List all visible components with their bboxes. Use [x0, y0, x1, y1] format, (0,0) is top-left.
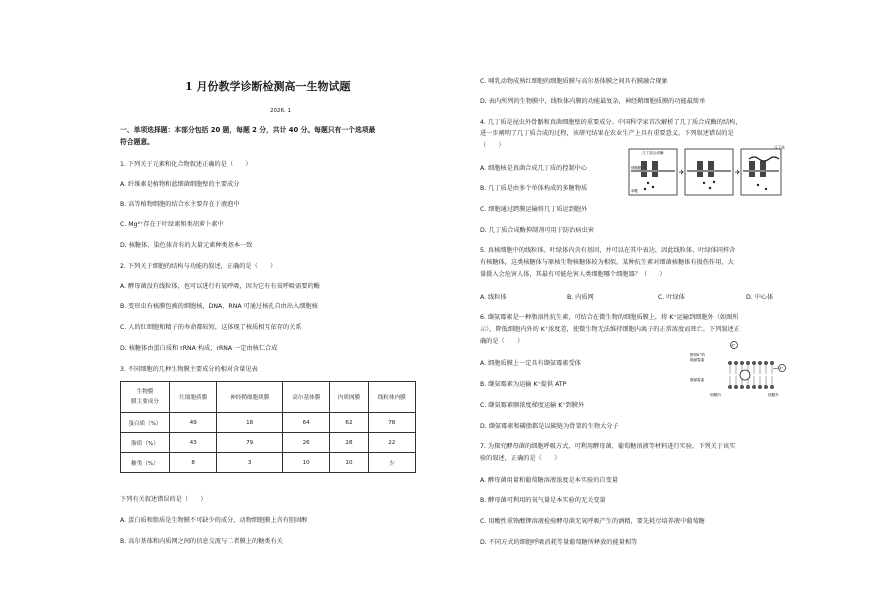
- q2-option-d: D. 核糖体由蛋白质和 rRNA 构成，rRNA 一定由核仁合成: [120, 345, 278, 352]
- q4-option-b: B. 几丁质是由多个单体构成的多糖物质: [480, 185, 588, 192]
- q5-option-c: C. 叶绿体: [658, 294, 685, 301]
- fig-label-valinomycin: 缬氨霉素: [690, 378, 705, 382]
- table-cell: 少: [368, 453, 415, 473]
- q2-option-a: A. 酵母菌没有线粒体，也可以进行有氧呼吸，因为它有有氧呼吸需要的酶: [120, 283, 320, 290]
- fig-label-enzyme: 几丁质合成酶: [642, 151, 664, 155]
- lipid-bilayer: [728, 361, 774, 389]
- table-cell: 10: [330, 453, 368, 473]
- table-column-header: 高尔基体膜: [283, 382, 330, 413]
- q6-option-b: B. 缬氨霉素为运输 K⁺提供 ATP: [480, 381, 567, 388]
- table-cell: 79: [217, 433, 283, 453]
- table-row: [121, 433, 416, 453]
- fig-label-outside: 细胞外: [768, 393, 779, 397]
- arrow-icon: [679, 170, 683, 174]
- fig-k-label: K⁺: [731, 343, 736, 348]
- table-row: [121, 453, 416, 473]
- q1-option-b: B. 高等植物细胞的结合水主要存在于液泡中: [120, 201, 240, 208]
- table-column-header: 红细胞质膜: [170, 382, 217, 413]
- corner-label-2: 膜主要成分: [131, 399, 159, 405]
- table-cell: 8: [170, 453, 217, 473]
- q4-stem-line3: （ ）: [480, 142, 505, 149]
- q5-option-b: B. 内质网: [567, 294, 594, 301]
- q3-stem: 3. 不同细胞的几种生物膜主要成分的相对含量见表: [120, 366, 258, 373]
- lipid-tails: [730, 365, 772, 385]
- membrane-composition-table: [120, 381, 416, 473]
- q3-after-table: 下列有关叙述错误的是（ ）: [120, 496, 207, 503]
- fig-k-label: K⁺: [779, 366, 784, 371]
- q7-option-a: A. 酵母菌用量和葡萄糖溶液浓度是本实验的自变量: [480, 477, 618, 484]
- q3-option-a: A. 蛋白质和脂质是生物膜不可缺少的成分，动物细胞膜上含有胆固醇: [120, 517, 308, 524]
- q1-stem: 1. 下列关于元素和化合物叙述正确的是（ ）: [120, 161, 252, 168]
- q6-option-a: A. 细胞质膜上一定具有缬氨霉素受体: [480, 360, 581, 367]
- table-row: [121, 413, 416, 433]
- row-label: 脂质（%）: [121, 433, 170, 453]
- fig-label-carrier: 缬氨霉素: [690, 358, 705, 362]
- q1-option-c: C. Mg²⁺存在于叶绿素和类胡萝卜素中: [120, 221, 224, 228]
- q4-option-c: C. 细胞通过跨膜运输将几丁质运到胞外: [480, 206, 588, 213]
- q7-option-d: D. 不同方式的细胞呼吸消耗等量葡萄糖所释放的能量相等: [480, 539, 638, 546]
- exam-title: 1 月份教学诊断检测高一生物试题: [185, 80, 351, 93]
- q5-stem-line2: 有核糖体，这类核糖体与原核生物核糖体较为相似。某种抗生素对细菌核糖体有损伤作用，大: [480, 259, 734, 266]
- fig-label-chitin: 几丁质: [774, 145, 785, 150]
- table-cell: 18: [217, 413, 283, 433]
- table-cell: 64: [283, 413, 330, 433]
- q4-option-a: A. 细胞核是真菌合成几丁质的控制中心: [480, 165, 588, 172]
- table-corner-cell: [121, 382, 170, 413]
- q3-option-c: C. 哺乳动物成熟红细胞的细胞质膜与高尔基体膜之间具有膜融合现象: [480, 78, 668, 85]
- table-cell: 28: [330, 433, 368, 453]
- q6-stem-line1: 6. 缬氨霉素是一种脂溶性抗生素，可结合在微生物的细胞质膜上，将 K⁺运输到细胞外（如图所: [480, 314, 739, 321]
- q7-option-c: C. 用酸性重铬酸钾溶液检验酵母菌无氧呼吸产生的酒精，要先耗尽培养液中葡萄糖: [480, 518, 705, 525]
- table-column-header: 神经鞘细胞质膜: [217, 382, 283, 413]
- q2-stem: 2. 下列关于细胞的结构与功能的叙述，正确的是（ ）: [120, 263, 277, 270]
- exam-date: 2026. 1: [270, 108, 291, 114]
- valinomycin-figure: [690, 335, 790, 403]
- q3-option-d: D. 表内所列的生物膜中，线粒体内膜的功能最复杂，神经鞘细胞质膜的功能最简单: [480, 98, 706, 105]
- q4-stem-line2: 进一步阐明了几丁质合成的过程，该研究结果在农业生产上具有重要意义。下列叙述错误的是: [480, 130, 734, 137]
- table-cell: 10: [283, 453, 330, 473]
- section-heading-line1: 一、单项选择题：本部分包括 20 题，每题 2 分，共计 40 分。每题只有一个选项最: [120, 126, 376, 134]
- corner-label-1: 生物膜: [136, 389, 154, 395]
- q7-option-b: B. 酵母菌可利用的氧气量是本实验的无关变量: [480, 497, 606, 504]
- q3-option-b: B. 高尔基体和内质网之间的信息交流与二者膜上的糖类有关: [120, 538, 283, 545]
- q5-option-d: D. 中心体: [746, 294, 774, 301]
- q5-stem-line3: 量摄入会危害人体，其最有可能危害人类细胞哪个细胞器？（ ）: [480, 271, 666, 278]
- table-header-row: [121, 382, 416, 413]
- q7-stem-line2: 验的叙述，正确的是（ ）: [480, 455, 561, 462]
- table-cell: 26: [283, 433, 330, 453]
- table-column-header: 内质网膜: [330, 382, 368, 413]
- table-column-header: 线粒体内膜: [368, 382, 415, 413]
- q6-stem-line3: 确的是（ ）: [480, 338, 524, 345]
- table-cell: 78: [368, 413, 415, 433]
- q2-option-b: B. 变形虫有核膜包被的细胞核，DNA、RNA 可通过核孔自由出入细胞核: [120, 303, 318, 310]
- q1-option-a: A. 纤维素是植物和蓝细菌细胞壁的主要成分: [120, 181, 240, 188]
- valinomycin-carrier: [740, 370, 750, 380]
- q4-option-d: D. 几丁质合成酶抑制剂可用于防治病虫害: [480, 227, 594, 234]
- table-cell: 3: [217, 453, 283, 473]
- q5-option-a: A. 线粒体: [480, 294, 507, 301]
- table-cell: 62: [330, 413, 368, 433]
- arrow-icon: [773, 368, 778, 369]
- table-cell: 43: [170, 433, 217, 453]
- q2-option-c: C. 人的红细胞和精子的寿命都较短，这体现了核质相互依存的关系: [120, 324, 302, 331]
- chitin-synthase-figure: [628, 145, 790, 197]
- arrow-icon: [735, 170, 739, 174]
- q6-option-d: D. 缬氨霉素和磷脂都是以碳链为骨架的生物大分子: [480, 423, 619, 430]
- q7-stem-line1: 7. 为探究酵母菌的细胞呼吸方式，可利用酵母菌、葡萄糖溶液等材料进行实验。下列关于该实: [480, 443, 736, 450]
- fig-label-inside: 细胞内: [710, 393, 721, 397]
- table-cell: 22: [368, 433, 415, 453]
- fig-label-membrane: 细胞膜: [631, 166, 642, 170]
- q1-option-d: D. 核糖体、染色体含有的大量元素种类基本一致: [120, 242, 253, 249]
- fig-label-carrier-k: 携带K⁺的: [690, 353, 706, 357]
- q5-stem-line1: 5. 真核细胞中的线粒体、叶绿体内含有基因，并可以在其中表达，因此线粒体、叶绿体同样含: [480, 247, 736, 254]
- q6-option-c: C. 缬氨霉素顺浓度梯度运输 K⁺到膜外: [480, 402, 585, 409]
- q6-stem-line2: 示），降低细胞内外的 K⁺浓度差，使微生物无法维持细胞内离子的正常浓度而死亡。下列叙述正: [480, 326, 740, 333]
- row-label: 糖类（%）: [121, 453, 170, 473]
- table-cell: 49: [170, 413, 217, 433]
- q4-stem-line1: 4. 几丁质是昆虫外骨骼和真菌细胞壁的重要成分。中国科学家首次解析了几丁质合成酶的结构，: [480, 119, 742, 126]
- section-heading-line2: 符合题意。: [120, 138, 154, 146]
- fig-label-monomer: 单糖: [631, 189, 638, 193]
- row-label: 蛋白质（%）: [121, 413, 170, 433]
